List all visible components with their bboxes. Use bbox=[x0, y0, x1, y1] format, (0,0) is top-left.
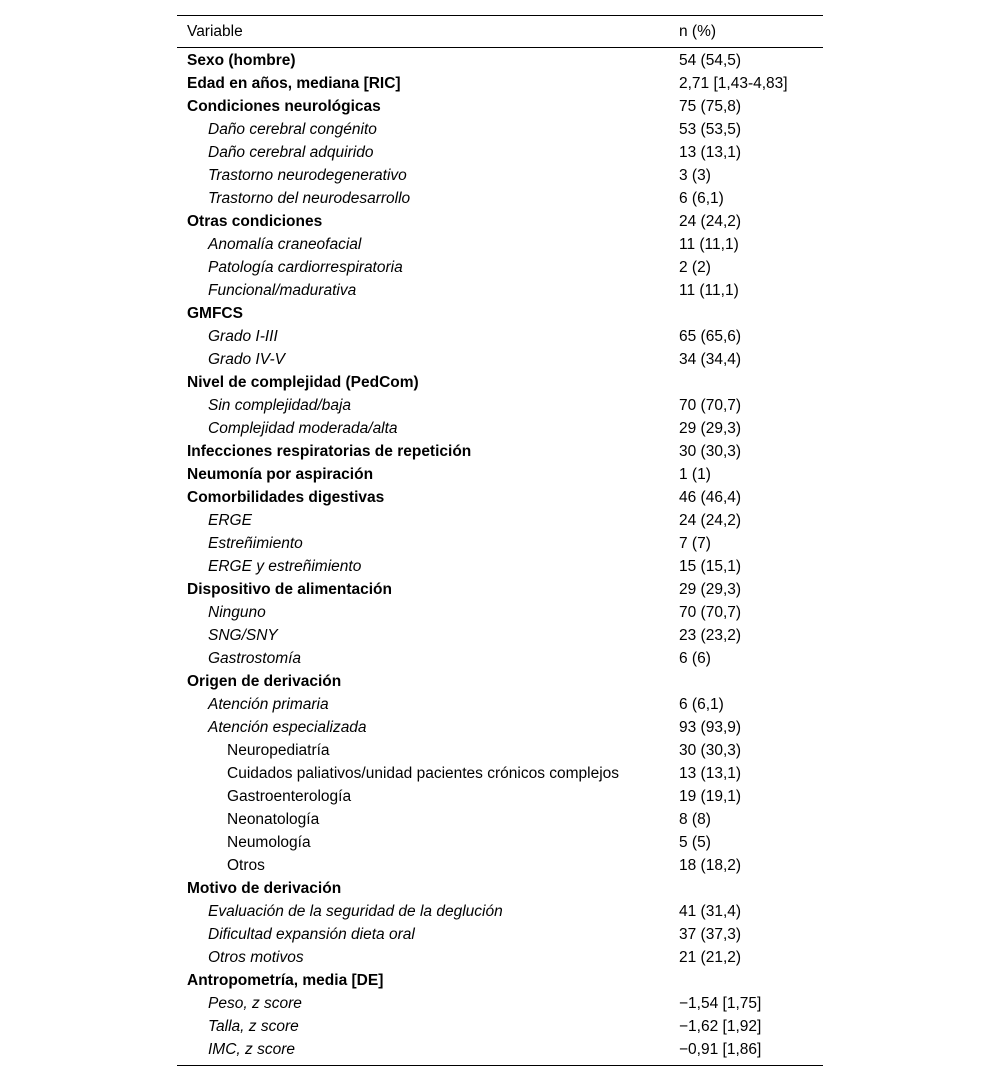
row-value: −1,54 [1,75] bbox=[679, 995, 762, 1012]
table-row bbox=[177, 739, 823, 762]
row-value: 1 (1) bbox=[679, 466, 711, 483]
row-value: 70 (70,7) bbox=[679, 604, 742, 621]
row-value: 46 (46,4) bbox=[679, 489, 742, 506]
row-label: Otros motivos bbox=[208, 949, 304, 966]
row-variable-cell bbox=[177, 578, 679, 601]
row-label: Trastorno del neurodesarrollo bbox=[208, 190, 411, 207]
row-variable-cell bbox=[177, 900, 679, 923]
row-label: Condiciones neurológicas bbox=[187, 98, 381, 115]
row-label: Talla, z score bbox=[208, 1018, 299, 1035]
row-value: −1,62 [1,92] bbox=[679, 1018, 762, 1035]
table-body bbox=[177, 48, 823, 1066]
table-row bbox=[177, 348, 823, 371]
row-variable-cell bbox=[177, 969, 679, 992]
characteristics-table bbox=[177, 15, 823, 1066]
row-value: 34 (34,4) bbox=[679, 351, 742, 368]
row-label: Otros bbox=[227, 857, 265, 874]
row-label: Gastrostomía bbox=[208, 650, 302, 667]
row-variable-cell bbox=[177, 279, 679, 302]
row-value: 6 (6) bbox=[679, 650, 711, 667]
row-value: 6 (6,1) bbox=[679, 190, 724, 207]
table-row bbox=[177, 371, 823, 394]
table-row bbox=[177, 48, 823, 73]
row-label: Daño cerebral congénito bbox=[208, 121, 377, 138]
table-row bbox=[177, 555, 823, 578]
row-variable-cell bbox=[177, 923, 679, 946]
row-value: 24 (24,2) bbox=[679, 512, 742, 529]
row-label: Ninguno bbox=[208, 604, 266, 621]
row-value: 6 (6,1) bbox=[679, 696, 724, 713]
row-variable-cell bbox=[177, 371, 679, 394]
header-variable: Variable bbox=[187, 23, 243, 40]
row-value: 21 (21,2) bbox=[679, 949, 742, 966]
row-value: 18 (18,2) bbox=[679, 857, 742, 874]
row-variable-cell bbox=[177, 509, 679, 532]
row-value: 53 (53,5) bbox=[679, 121, 742, 138]
row-variable-cell bbox=[177, 785, 679, 808]
row-label: Atención especializada bbox=[208, 719, 367, 736]
row-label: Dispositivo de alimentación bbox=[187, 581, 392, 598]
row-value: 11 (11,1) bbox=[679, 282, 739, 299]
row-label: Patología cardiorrespiratoria bbox=[208, 259, 403, 276]
row-value: 5 (5) bbox=[679, 834, 711, 851]
table-row bbox=[177, 210, 823, 233]
row-value: 15 (15,1) bbox=[679, 558, 742, 575]
row-value: 30 (30,3) bbox=[679, 742, 742, 759]
row-variable-cell bbox=[177, 417, 679, 440]
row-label: ERGE bbox=[208, 512, 252, 529]
characteristics-table-container bbox=[177, 15, 823, 1066]
row-label: Cuidados paliativos/unidad pacientes crónicos complejos bbox=[227, 765, 620, 782]
row-value bbox=[679, 969, 823, 992]
table-row bbox=[177, 440, 823, 463]
row-label: Gastroenterología bbox=[227, 788, 352, 805]
row-label: Evaluación de la seguridad de la deglución bbox=[208, 903, 503, 920]
row-label: Neuropediatría bbox=[227, 742, 330, 759]
row-value: 7 (7) bbox=[679, 535, 711, 552]
header-value: n (%) bbox=[679, 23, 717, 40]
table-row bbox=[177, 785, 823, 808]
table-row bbox=[177, 762, 823, 785]
row-value: 75 (75,8) bbox=[679, 98, 742, 115]
row-label: Sexo (hombre) bbox=[187, 52, 296, 69]
row-variable-cell bbox=[177, 48, 679, 73]
row-value: 24 (24,2) bbox=[679, 213, 742, 230]
row-label: Daño cerebral adquirido bbox=[208, 144, 374, 161]
row-variable-cell bbox=[177, 394, 679, 417]
row-label: Sin complejidad/baja bbox=[208, 397, 352, 414]
row-variable-cell bbox=[177, 325, 679, 348]
table-row bbox=[177, 854, 823, 877]
row-label: Estreñimiento bbox=[208, 535, 303, 552]
table-row bbox=[177, 647, 823, 670]
row-label: Nivel de complejidad (PedCom) bbox=[187, 374, 419, 391]
row-value bbox=[679, 877, 823, 900]
row-variable-cell bbox=[177, 992, 679, 1015]
row-value: 65 (65,6) bbox=[679, 328, 742, 345]
row-variable-cell bbox=[177, 1038, 679, 1066]
row-value: 37 (37,3) bbox=[679, 926, 742, 943]
row-label: Neonatología bbox=[227, 811, 320, 828]
row-value: 13 (13,1) bbox=[679, 144, 742, 161]
row-value: 3 (3) bbox=[679, 167, 711, 184]
row-value: 54 (54,5) bbox=[679, 52, 742, 69]
row-variable-cell bbox=[177, 647, 679, 670]
row-value: 93 (93,9) bbox=[679, 719, 742, 736]
row-variable-cell bbox=[177, 693, 679, 716]
table-row bbox=[177, 969, 823, 992]
table-row bbox=[177, 302, 823, 325]
row-label: Funcional/madurativa bbox=[208, 282, 357, 299]
table-row bbox=[177, 417, 823, 440]
row-variable-cell bbox=[177, 118, 679, 141]
row-variable-cell bbox=[177, 72, 679, 95]
row-label: Atención primaria bbox=[208, 696, 329, 713]
row-variable-cell bbox=[177, 877, 679, 900]
table-row bbox=[177, 233, 823, 256]
row-label: IMC, z score bbox=[208, 1041, 295, 1058]
row-variable-cell bbox=[177, 348, 679, 371]
row-label: Neumonía por aspiración bbox=[187, 466, 374, 483]
table-row bbox=[177, 164, 823, 187]
row-variable-cell bbox=[177, 233, 679, 256]
table-row bbox=[177, 946, 823, 969]
row-label: Origen de derivación bbox=[187, 673, 342, 690]
table-row bbox=[177, 486, 823, 509]
row-variable-cell bbox=[177, 808, 679, 831]
row-label: Neumología bbox=[227, 834, 311, 851]
row-value: 11 (11,1) bbox=[679, 236, 739, 253]
row-value bbox=[679, 371, 823, 394]
table-row bbox=[177, 578, 823, 601]
row-value: 2 (2) bbox=[679, 259, 711, 276]
row-variable-cell bbox=[177, 141, 679, 164]
row-value: 29 (29,3) bbox=[679, 581, 742, 598]
row-value: 13 (13,1) bbox=[679, 765, 742, 782]
table-header bbox=[177, 16, 823, 48]
table-row bbox=[177, 325, 823, 348]
row-label: Trastorno neurodegenerativo bbox=[208, 167, 407, 184]
row-value: 41 (31,4) bbox=[679, 903, 742, 920]
row-label: Infecciones respiratorias de repetición bbox=[187, 443, 472, 460]
table-row bbox=[177, 1015, 823, 1038]
table-row bbox=[177, 532, 823, 555]
table-row bbox=[177, 624, 823, 647]
row-variable-cell bbox=[177, 256, 679, 279]
row-variable-cell bbox=[177, 210, 679, 233]
row-variable-cell bbox=[177, 670, 679, 693]
row-variable-cell bbox=[177, 716, 679, 739]
table-row bbox=[177, 394, 823, 417]
table-row bbox=[177, 808, 823, 831]
table-row bbox=[177, 118, 823, 141]
row-variable-cell bbox=[177, 95, 679, 118]
table-row bbox=[177, 716, 823, 739]
table-row bbox=[177, 279, 823, 302]
header-row bbox=[177, 16, 823, 48]
row-value: 19 (19,1) bbox=[679, 788, 742, 805]
table-row bbox=[177, 601, 823, 624]
row-label: Anomalía craneofacial bbox=[208, 236, 362, 253]
table-row bbox=[177, 1038, 823, 1066]
row-variable-cell bbox=[177, 486, 679, 509]
row-label: GMFCS bbox=[187, 305, 243, 322]
row-variable-cell bbox=[177, 463, 679, 486]
table-row bbox=[177, 187, 823, 210]
row-variable-cell bbox=[177, 302, 679, 325]
table-row bbox=[177, 877, 823, 900]
row-variable-cell bbox=[177, 831, 679, 854]
row-value: 29 (29,3) bbox=[679, 420, 742, 437]
row-label: ERGE y estreñimiento bbox=[208, 558, 362, 575]
row-label: Comorbilidades digestivas bbox=[187, 489, 385, 506]
row-value: 8 (8) bbox=[679, 811, 711, 828]
table-row bbox=[177, 463, 823, 486]
row-label: Motivo de derivación bbox=[187, 880, 342, 897]
row-value: −0,91 [1,86] bbox=[679, 1041, 762, 1058]
table-row bbox=[177, 256, 823, 279]
row-variable-cell bbox=[177, 440, 679, 463]
row-label: Antropometría, media [DE] bbox=[187, 972, 384, 989]
row-value: 70 (70,7) bbox=[679, 397, 742, 414]
row-value: 30 (30,3) bbox=[679, 443, 742, 460]
table-row bbox=[177, 141, 823, 164]
table-row bbox=[177, 900, 823, 923]
row-label: SNG/SNY bbox=[208, 627, 278, 644]
row-label: Grado IV-V bbox=[208, 351, 285, 368]
row-label: Complejidad moderada/alta bbox=[208, 420, 398, 437]
row-value bbox=[679, 670, 823, 693]
table-row bbox=[177, 693, 823, 716]
row-variable-cell bbox=[177, 164, 679, 187]
row-label: Peso, z score bbox=[208, 995, 302, 1012]
table-row bbox=[177, 95, 823, 118]
row-value: 23 (23,2) bbox=[679, 627, 742, 644]
row-label: Edad en años, mediana [RIC] bbox=[187, 75, 401, 92]
row-label: Grado I-III bbox=[208, 328, 278, 345]
row-label: Otras condiciones bbox=[187, 213, 323, 230]
row-variable-cell bbox=[177, 1015, 679, 1038]
row-variable-cell bbox=[177, 624, 679, 647]
row-variable-cell bbox=[177, 762, 679, 785]
row-variable-cell bbox=[177, 532, 679, 555]
row-variable-cell bbox=[177, 601, 679, 624]
row-value: 2,71 [1,43-4,83] bbox=[679, 75, 788, 92]
table-row bbox=[177, 670, 823, 693]
table-row bbox=[177, 831, 823, 854]
row-label: Dificultad expansión dieta oral bbox=[208, 926, 415, 943]
table-row bbox=[177, 72, 823, 95]
row-value bbox=[679, 302, 823, 325]
table-row bbox=[177, 509, 823, 532]
table-row bbox=[177, 992, 823, 1015]
row-variable-cell bbox=[177, 854, 679, 877]
table-row bbox=[177, 923, 823, 946]
row-variable-cell bbox=[177, 946, 679, 969]
row-variable-cell bbox=[177, 739, 679, 762]
row-variable-cell bbox=[177, 555, 679, 578]
row-variable-cell bbox=[177, 187, 679, 210]
